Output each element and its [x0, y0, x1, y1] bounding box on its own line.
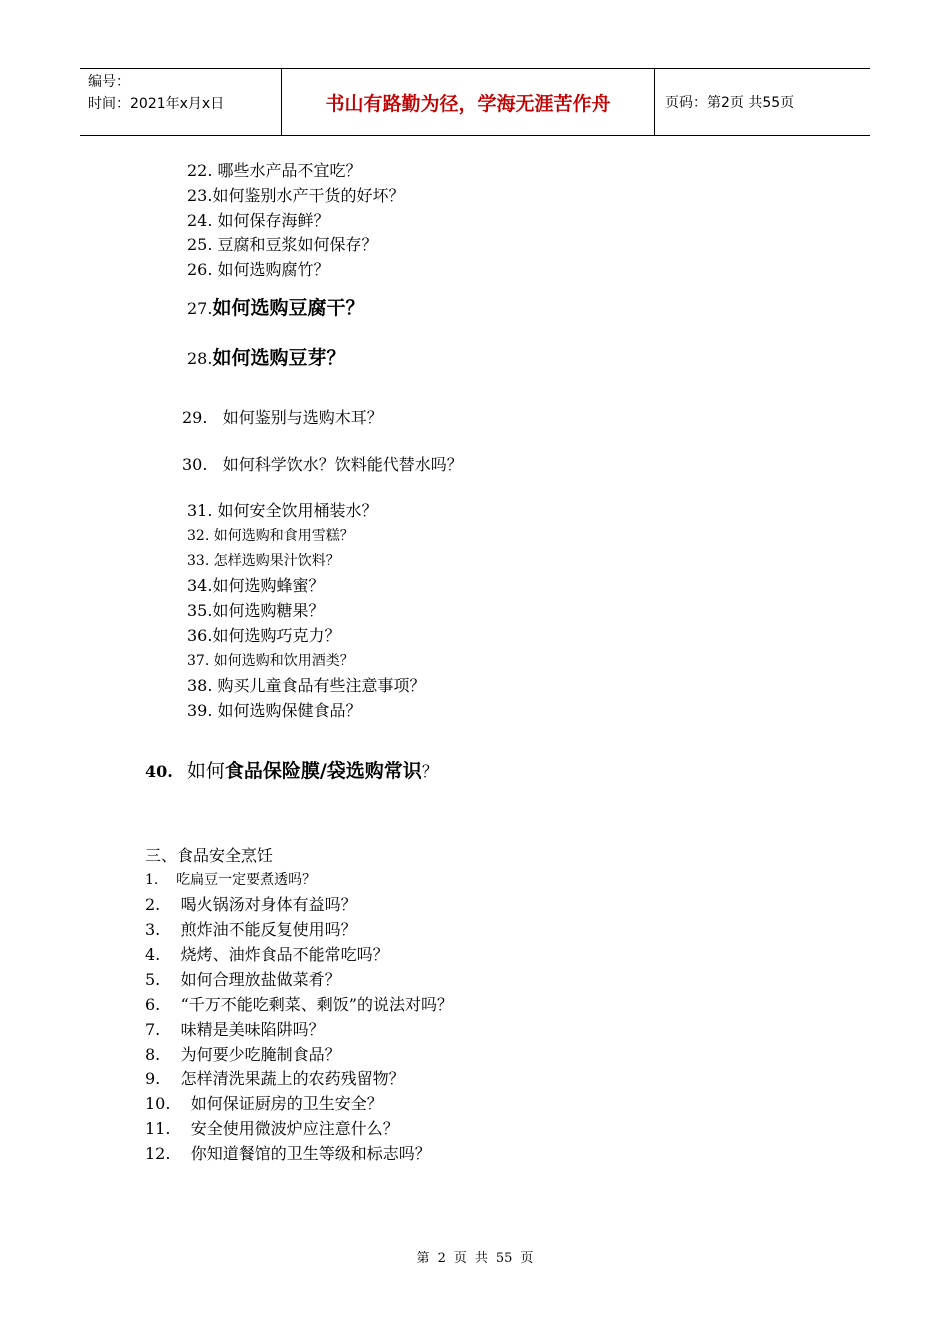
footer-page-number: 2 [437, 1251, 446, 1266]
header-motto: 书山有路勤为径，学海无涯苦作舟 [282, 69, 655, 135]
list-item: 10. 如何保证厨房的卫生安全？ [145, 1094, 383, 1113]
item-prefix: 如何 [186, 760, 225, 782]
list-item: 33. 怎样选购果汁饮料？ [187, 553, 340, 569]
item-number: 28. [187, 349, 213, 368]
header-meta [80, 69, 282, 135]
list-item: 35.如何选购糖果？ [187, 601, 325, 620]
list-item: 9. 怎样清洗果蔬上的农药残留物？ [145, 1069, 405, 1088]
page-header [80, 68, 870, 136]
item-bold-text: 食品保险膜/袋选购常识 [224, 760, 422, 782]
list-item-27 [187, 299, 364, 318]
list-item-28 [187, 349, 345, 368]
item-suffix: ？ [421, 762, 438, 781]
list-item: 5. 如何合理放盐做菜肴？ [145, 970, 341, 989]
list-item-40 [145, 762, 438, 781]
time-label: 时间：2021年x月x日 [88, 96, 225, 112]
list-item: 32. 如何选购和食用雪糕？ [187, 528, 354, 544]
list-item: 34.如何选购蜂蜜？ [187, 576, 325, 595]
item-number: 40. [145, 762, 173, 781]
list-item: 12. 你知道餐馆的卫生等级和标志吗？ [145, 1144, 431, 1163]
list-item: 37. 如何选购和饮用酒类？ [187, 653, 354, 669]
list-item: 38. 购买儿童食品有些注意事项？ [187, 676, 426, 695]
list-item: 31. 如何安全饮用桶装水？ [187, 501, 378, 520]
item-number: 27. [187, 299, 213, 318]
footer-text: 页 [520, 1251, 534, 1266]
list-item: 23.如何鉴别水产干货的好坏？ [187, 186, 405, 205]
section-title: 三、食品安全烹饪 [145, 846, 274, 865]
list-item: 30. 如何科学饮水？饮料能代替水吗？ [182, 455, 463, 474]
page-footer [0, 1247, 950, 1266]
list-item: 3. 煎炸油不能反复使用吗？ [145, 920, 357, 939]
footer-total-pages: 55 [495, 1251, 513, 1266]
list-item: 25. 豆腐和豆浆如何保存？ [187, 235, 378, 254]
item-text: 如何选购豆腐干？ [212, 297, 365, 319]
code-label: 编号： [88, 74, 130, 90]
list-item: 8. 为何要少吃腌制食品？ [145, 1045, 341, 1064]
list-item: 22. 哪些水产品不宜吃？ [187, 161, 362, 180]
header-page-info: 页码：第2页 共55页 [665, 95, 795, 111]
list-item: 24. 如何保存海鲜？ [187, 211, 330, 230]
item-text: 如何选购豆芽？ [212, 347, 346, 369]
footer-text: 第 [416, 1251, 430, 1266]
list-item: 11. 安全使用微波炉应注意什么？ [145, 1119, 399, 1138]
list-item: 6. “千万不能吃剩菜、剩饭”的说法对吗？ [145, 995, 453, 1014]
list-item: 1. 吃扁豆一定要煮透吗？ [145, 872, 317, 888]
list-item: 36.如何选购巧克力？ [187, 626, 341, 645]
footer-text: 共 [474, 1251, 488, 1266]
footer-text: 页 [453, 1251, 467, 1266]
list-item: 39. 如何选购保健食品？ [187, 701, 362, 720]
list-item: 2. 喝火锅汤对身体有益吗？ [145, 895, 357, 914]
list-item: 29. 如何鉴别与选购木耳？ [182, 408, 383, 427]
list-item: 4. 烧烤、油炸食品不能常吃吗？ [145, 945, 389, 964]
list-item: 7. 味精是美味陷阱吗？ [145, 1020, 325, 1039]
list-item: 26. 如何选购腐竹？ [187, 260, 330, 279]
